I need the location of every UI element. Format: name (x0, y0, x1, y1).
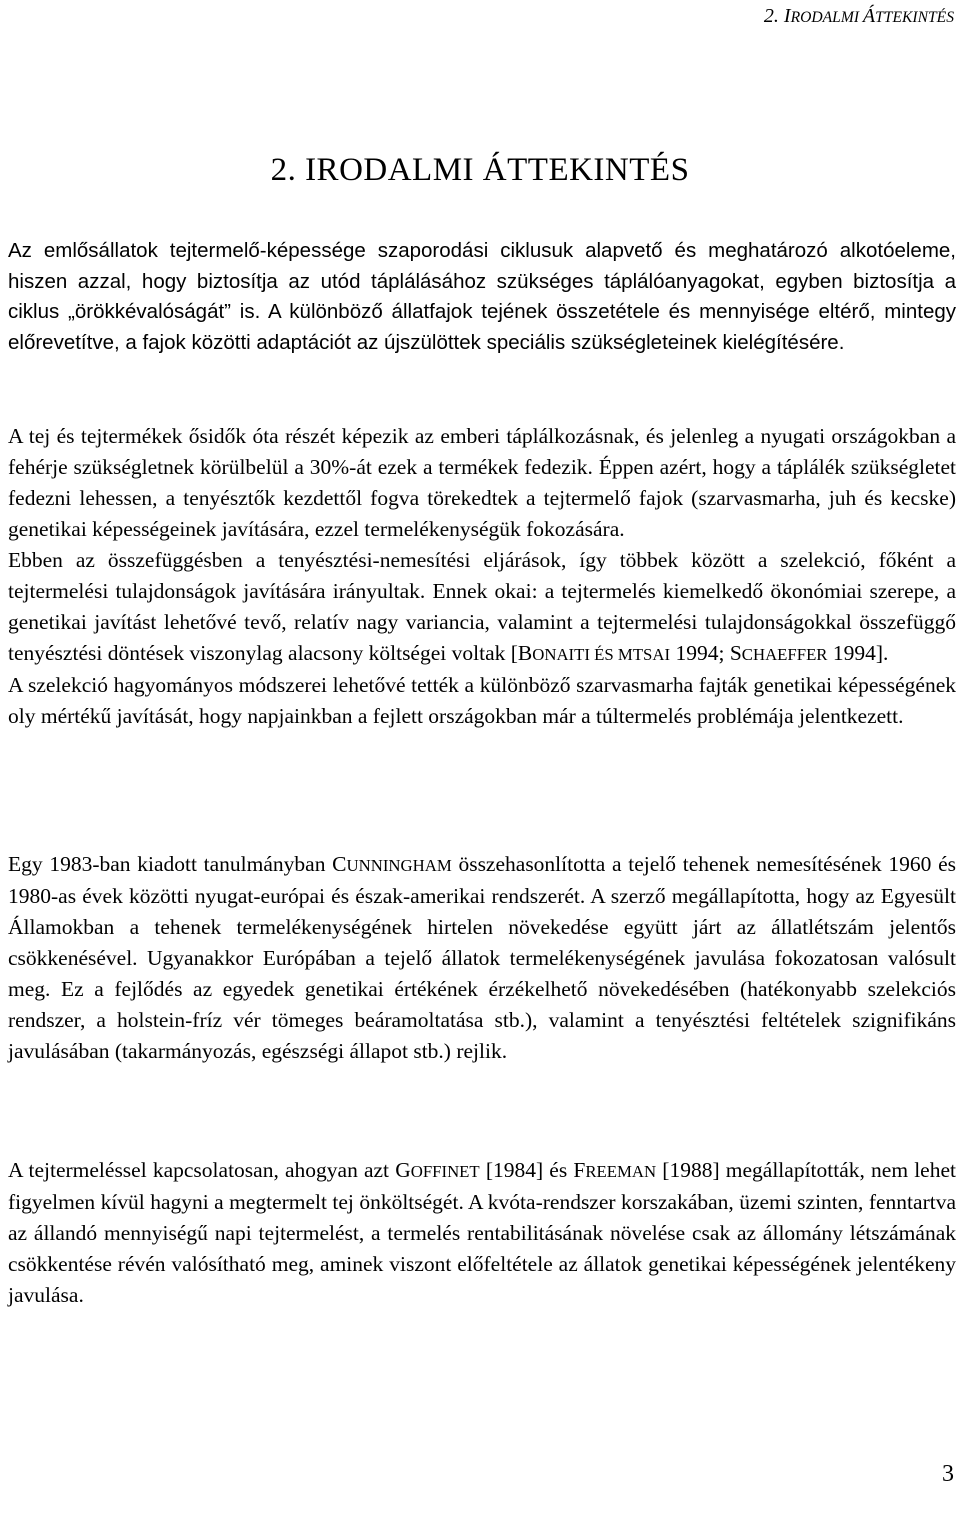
header-initial-2: Á (862, 5, 876, 27)
citation-initial: F (573, 1158, 586, 1182)
paragraph-text: A tejtermeléssel kapcsolatosan, ahogyan azt (8, 1158, 396, 1182)
citation-author: REEMAN (585, 1162, 657, 1181)
page-number: 3 (942, 1461, 954, 1487)
section-block-1 (8, 421, 956, 732)
header-smallcaps: RODALMI (790, 9, 863, 26)
paragraph-dairy-history: A tej és tejtermékek ősidők óta részét képezik az emberi táplálkozásnak, és jelenleg a nyugati országokban a fehérje szükségletnek körülbelül a 30%-át ezek a termékek fedezik. Éppen azért, hogy a táplálék szükségletet fedezni lehessen, a tenyésztők kezdettől fogva törekedtek a tejtermelő fajok (szarvasmarha, juh és kecske) genetikai képességeinek javítására, ezzel termelékenységük fokozására. (8, 424, 956, 541)
paragraph-cunningham (8, 849, 956, 1067)
paragraph-text: [1984] és (479, 1158, 574, 1182)
citation-initial: G (395, 1158, 411, 1182)
citation-initial: S (729, 641, 742, 665)
paragraph-text: 1994]. (827, 641, 889, 665)
paragraph-selection-methods: A szelekció hagyományos módszerei lehetővé tették a különböző szarvasmarha fajták genetikai képességének oly mértékű javítását, hogy napjainkban a fejlett országokban már a túltermelés problémája jelentkezett. (8, 673, 956, 728)
paragraph-text: [1988] megállapították, nem lehet figyelmen kívül hagyni a megtermelt tej önköltségét. A kvóta-rendszer korszakában, üzemi szinten, fenntartva az állandó mennyiségű napi tejtermelést, a termelés rentabilitásának növelése csak az állomány létszámának csökkentése révén valósítható meg, aminek viszont előfeltétele az állatok genetikai képességének jelentékeny javulása. (8, 1158, 956, 1307)
citation-author: UNNINGHAM (346, 856, 452, 875)
citation-author: ONAITI ÉS MTSAI (532, 645, 671, 664)
section-block-2 (8, 849, 956, 1067)
paragraph-production-cost (8, 1155, 956, 1311)
citation-initial: C (332, 852, 347, 876)
citation-author: OFFINET (410, 1162, 480, 1181)
intro-paragraph: Az emlősállatok tejtermelő-képessége szaporodási ciklusuk alapvető és meghatározó alkotóeleme, hiszen azzal, hogy biztosítja az utód táplálásához szükséges táplálóanyagokat, egyben biztosítja a ciklus „örökkévalóságát” is. A különböző állatfajok tejének összetétele és mennyisége eltérő, mintegy előrevetítve, a fajok közötti adaptációt az újszülöttek speciális szükségleteinek kielégítésére. (8, 239, 956, 354)
paragraph-text: Ebben az összefüggésben a tenyésztési-nemesítési eljárások, így többek között a szelekció, főként a tejtermelési tulajdonságok javítására irányultak. Ennek okai: a tejtermelés kiemelkedő ökonómiai szerepe, a genetikai javítást lehetővé tevő, relatív nagy variancia, valamint a tejtermelési tulajdonságokkal összefüggő tenyésztési döntések viszonylag alacsony költségei voltak [ (8, 548, 956, 665)
header-smallcaps-2: TTEKINTÉS (875, 9, 954, 26)
paragraph-text: Egy 1983-ban kiadott tanulmányban (8, 852, 333, 876)
running-header (764, 4, 954, 30)
header-number: 2. (763, 5, 784, 27)
section-block-3 (8, 1155, 956, 1311)
paragraph-text: 1994; (670, 641, 730, 665)
chapter-title: 2. IRODALMI ÁTTEKINTÉS (270, 152, 690, 188)
citation-author: CHAEFFER (741, 645, 828, 664)
header-initial: I (783, 5, 791, 27)
citation-initial: B (517, 641, 533, 665)
paragraph-selection-context (8, 545, 956, 670)
paragraph-text: összehasonlította a tejelő tehenek nemesítésének 1960 és 1980-as évek közötti nyugat-európai és észak-amerikai rendszerét. A szerző megállapította, hogy az Egyesült Államokban a tehenek termelékenységének hirtelen növekedése együtt járt az állatlétszám jelentős csökkenésével. Ugyanakkor Európában a tejelő állatok termelékenységének javulása fokozatosan valósult meg. Ez a fejlődés az egyedek genetikai értékének érzékelhető növekedésében (hatékonyabb szelekciós rendszer, a holstein-fríz vér tömeges beáramoltatása stb.), valamint a tenyésztési feltételek szignifikáns javulásában (takarmányozás, egészségi állapot stb.) rejlik. (8, 852, 956, 1063)
